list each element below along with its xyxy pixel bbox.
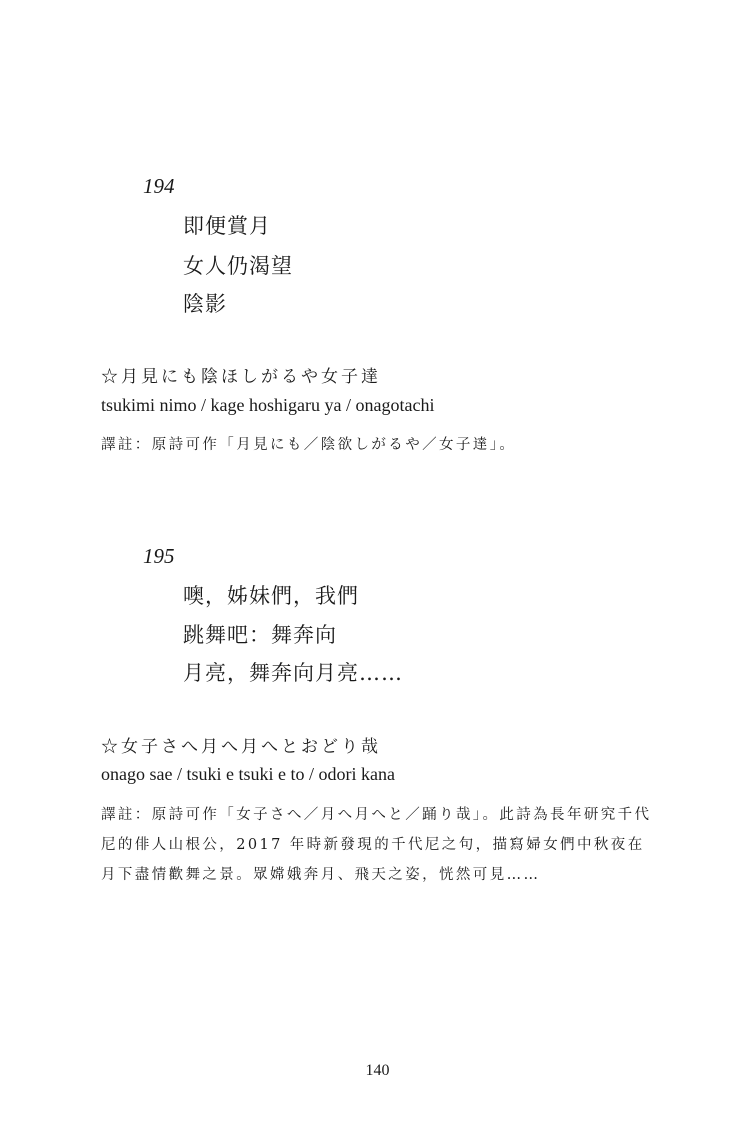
poem-line: 跳舞吧：舞奔向 [183,623,337,647]
poem-number: 194 [143,174,175,198]
poem-line: 陰影 [183,292,227,316]
poem-number: 195 [143,544,175,568]
page-number: 140 [365,1062,390,1079]
romaji-transliteration: onago sae / tsuki e tsuki e to / odori kana [101,764,395,784]
poem-line: 女人仍渴望 [183,254,293,278]
translator-note: 譯註：原詩可作「女子さへ／月へ月へと／踊り哉」。此詩為長年研究千代尼的俳人山根公，2017 年時新發現的千代尼之句，描寫婦女們中秋夜在月下盡情歡舞之景。眾嫦娥奔月、飛天之姿，恍然可見…… [101,807,652,883]
japanese-original: ☆女子さへ月へ月へとおどり哉 [101,737,381,757]
japanese-original: ☆月見にも陰ほしがるや女子達 [101,367,381,387]
romaji-transliteration: tsukimi nimo / kage hoshigaru ya / onagotachi [101,395,435,415]
poem-line: 即便賞月 [183,214,271,238]
translator-note: 譯註：原詩可作「月見にも／陰欲しがるや／女子達」。 [101,437,517,453]
poem-line: 月亮，舞奔向月亮…… [183,661,403,685]
poem-line: 噢，姊妹們，我們 [183,584,359,608]
